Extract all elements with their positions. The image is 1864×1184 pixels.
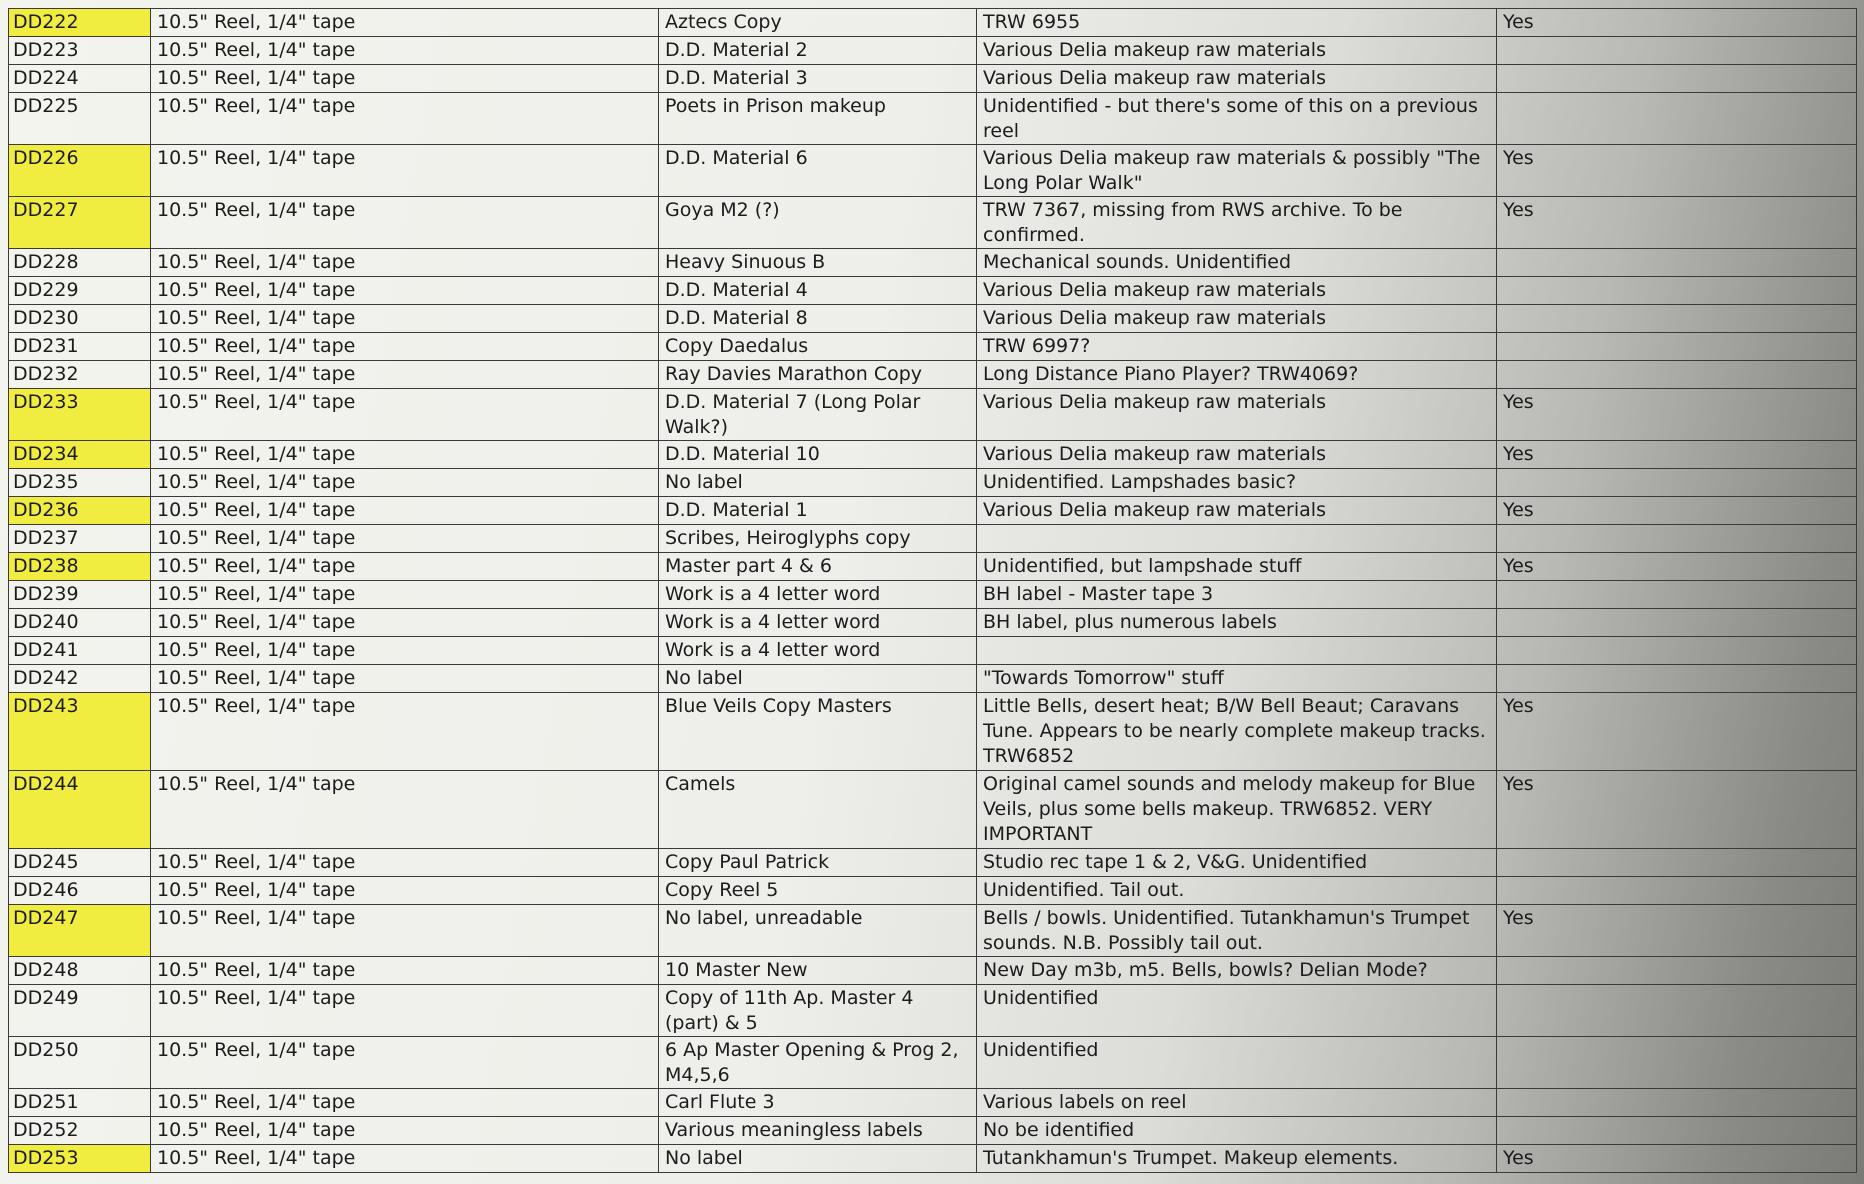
- flag-cell: [1497, 93, 1857, 145]
- table-row: [9, 905, 1857, 957]
- flag-cell: [1497, 333, 1857, 361]
- reel-id-cell: DD250: [9, 1037, 151, 1089]
- title-cell: D.D. Material 1: [659, 497, 977, 525]
- reel-id-cell: DD246: [9, 877, 151, 905]
- format-cell: 10.5" Reel, 1/4" tape: [151, 469, 659, 497]
- flag-cell: Yes: [1497, 389, 1857, 441]
- notes-cell: TRW 7367, missing from RWS archive. To be confirmed.: [977, 197, 1497, 249]
- format-cell: 10.5" Reel, 1/4" tape: [151, 65, 659, 93]
- flag-cell: Yes: [1497, 905, 1857, 957]
- title-cell: Work is a 4 letter word: [659, 581, 977, 609]
- title-cell: No label: [659, 1145, 977, 1173]
- reel-id-cell: DD253: [9, 1145, 151, 1173]
- reel-id-cell: DD236: [9, 497, 151, 525]
- format-cell: 10.5" Reel, 1/4" tape: [151, 581, 659, 609]
- flag-cell: Yes: [1497, 497, 1857, 525]
- title-cell: No label: [659, 665, 977, 693]
- flag-cell: Yes: [1497, 693, 1857, 771]
- notes-cell: Various Delia makeup raw materials: [977, 305, 1497, 333]
- format-cell: 10.5" Reel, 1/4" tape: [151, 497, 659, 525]
- format-cell: 10.5" Reel, 1/4" tape: [151, 441, 659, 469]
- format-cell: 10.5" Reel, 1/4" tape: [151, 305, 659, 333]
- flag-cell: [1497, 1117, 1857, 1145]
- notes-cell: Little Bells, desert heat; B/W Bell Beaut; Caravans Tune. Appears to be nearly complete makeup tracks. TRW6852: [977, 693, 1497, 771]
- flag-cell: Yes: [1497, 9, 1857, 37]
- reel-id-cell: DD231: [9, 333, 151, 361]
- flag-cell: [1497, 877, 1857, 905]
- title-cell: Copy of 11th Ap. Master 4 (part) & 5: [659, 985, 977, 1037]
- reel-id-cell: DD242: [9, 665, 151, 693]
- table-row: [9, 609, 1857, 637]
- reel-id-cell: DD230: [9, 305, 151, 333]
- flag-cell: [1497, 277, 1857, 305]
- title-cell: Aztecs Copy: [659, 9, 977, 37]
- reel-id-cell: DD234: [9, 441, 151, 469]
- title-cell: Poets in Prison makeup: [659, 93, 977, 145]
- table-row: [9, 1037, 1857, 1089]
- format-cell: 10.5" Reel, 1/4" tape: [151, 877, 659, 905]
- reel-id-cell: DD222: [9, 9, 151, 37]
- reel-id-cell: DD251: [9, 1089, 151, 1117]
- reel-id-cell: DD239: [9, 581, 151, 609]
- table-row: [9, 693, 1857, 771]
- title-cell: Blue Veils Copy Masters: [659, 693, 977, 771]
- flag-cell: [1497, 1037, 1857, 1089]
- notes-cell: Tutankhamun's Trumpet. Makeup elements.: [977, 1145, 1497, 1173]
- notes-cell: Unidentified. Tail out.: [977, 877, 1497, 905]
- reel-id-cell: DD249: [9, 985, 151, 1037]
- reel-id-cell: DD238: [9, 553, 151, 581]
- table-row: [9, 637, 1857, 665]
- title-cell: D.D. Material 2: [659, 37, 977, 65]
- reel-id-cell: DD228: [9, 249, 151, 277]
- flag-cell: [1497, 37, 1857, 65]
- flag-cell: [1497, 665, 1857, 693]
- table-row: [9, 333, 1857, 361]
- table-row: [9, 249, 1857, 277]
- title-cell: Heavy Sinuous B: [659, 249, 977, 277]
- notes-cell: Various Delia makeup raw materials: [977, 65, 1497, 93]
- format-cell: 10.5" Reel, 1/4" tape: [151, 693, 659, 771]
- reel-id-cell: DD223: [9, 37, 151, 65]
- reel-id-cell: DD227: [9, 197, 151, 249]
- table-row: [9, 389, 1857, 441]
- title-cell: D.D. Material 7 (Long Polar Walk?): [659, 389, 977, 441]
- format-cell: 10.5" Reel, 1/4" tape: [151, 389, 659, 441]
- format-cell: 10.5" Reel, 1/4" tape: [151, 1089, 659, 1117]
- notes-cell: "Towards Tomorrow" stuff: [977, 665, 1497, 693]
- format-cell: 10.5" Reel, 1/4" tape: [151, 1037, 659, 1089]
- title-cell: 6 Ap Master Opening & Prog 2, M4,5,6: [659, 1037, 977, 1089]
- table-row: [9, 771, 1857, 849]
- table-row: [9, 1117, 1857, 1145]
- title-cell: Work is a 4 letter word: [659, 609, 977, 637]
- flag-cell: Yes: [1497, 1145, 1857, 1173]
- table-row: [9, 581, 1857, 609]
- notes-cell: New Day m3b, m5. Bells, bowls? Delian Mode?: [977, 957, 1497, 985]
- notes-cell: Various labels on reel: [977, 1089, 1497, 1117]
- reel-id-cell: DD235: [9, 469, 151, 497]
- format-cell: 10.5" Reel, 1/4" tape: [151, 1145, 659, 1173]
- table-row: [9, 37, 1857, 65]
- notes-cell: Various Delia makeup raw materials: [977, 277, 1497, 305]
- notes-cell: BH label - Master tape 3: [977, 581, 1497, 609]
- table-row: [9, 441, 1857, 469]
- archive-table: [8, 8, 1857, 1173]
- notes-cell: Original camel sounds and melody makeup for Blue Veils, plus some bells makeup. TRW6852. VERY IMPORTANT: [977, 771, 1497, 849]
- reel-id-cell: DD224: [9, 65, 151, 93]
- format-cell: 10.5" Reel, 1/4" tape: [151, 905, 659, 957]
- title-cell: 10 Master New: [659, 957, 977, 985]
- flag-cell: [1497, 305, 1857, 333]
- notes-cell: Unidentified: [977, 1037, 1497, 1089]
- reel-id-cell: DD232: [9, 361, 151, 389]
- format-cell: 10.5" Reel, 1/4" tape: [151, 609, 659, 637]
- format-cell: 10.5" Reel, 1/4" tape: [151, 197, 659, 249]
- notes-cell: TRW 6997?: [977, 333, 1497, 361]
- title-cell: D.D. Material 10: [659, 441, 977, 469]
- flag-cell: [1497, 581, 1857, 609]
- notes-cell: Various Delia makeup raw materials & possibly "The Long Polar Walk": [977, 145, 1497, 197]
- table-row: [9, 65, 1857, 93]
- format-cell: 10.5" Reel, 1/4" tape: [151, 849, 659, 877]
- notes-cell: Various Delia makeup raw materials: [977, 37, 1497, 65]
- flag-cell: [1497, 609, 1857, 637]
- notes-cell: Unidentified. Lampshades basic?: [977, 469, 1497, 497]
- title-cell: Copy Paul Patrick: [659, 849, 977, 877]
- reel-id-cell: DD252: [9, 1117, 151, 1145]
- table-row: [9, 361, 1857, 389]
- format-cell: 10.5" Reel, 1/4" tape: [151, 361, 659, 389]
- table-row: [9, 553, 1857, 581]
- flag-cell: [1497, 361, 1857, 389]
- table-row: [9, 849, 1857, 877]
- notes-cell: Studio rec tape 1 & 2, V&G. Unidentified: [977, 849, 1497, 877]
- table-row: [9, 497, 1857, 525]
- flag-cell: [1497, 849, 1857, 877]
- format-cell: 10.5" Reel, 1/4" tape: [151, 665, 659, 693]
- title-cell: Goya M2 (?): [659, 197, 977, 249]
- reel-id-cell: DD229: [9, 277, 151, 305]
- table-row: [9, 145, 1857, 197]
- notes-cell: Mechanical sounds. Unidentified: [977, 249, 1497, 277]
- flag-cell: [1497, 469, 1857, 497]
- reel-id-cell: DD226: [9, 145, 151, 197]
- notes-cell: [977, 637, 1497, 665]
- format-cell: 10.5" Reel, 1/4" tape: [151, 771, 659, 849]
- notes-cell: Various Delia makeup raw materials: [977, 389, 1497, 441]
- notes-cell: Unidentified, but lampshade stuff: [977, 553, 1497, 581]
- table-row: [9, 93, 1857, 145]
- reel-id-cell: DD244: [9, 771, 151, 849]
- flag-cell: [1497, 525, 1857, 553]
- reel-id-cell: DD237: [9, 525, 151, 553]
- table-row: [9, 877, 1857, 905]
- notes-cell: No be identified: [977, 1117, 1497, 1145]
- title-cell: D.D. Material 8: [659, 305, 977, 333]
- notes-cell: Various Delia makeup raw materials: [977, 497, 1497, 525]
- table-row: [9, 1145, 1857, 1173]
- reel-id-cell: DD241: [9, 637, 151, 665]
- archive-table-body: [9, 9, 1857, 1173]
- format-cell: 10.5" Reel, 1/4" tape: [151, 333, 659, 361]
- title-cell: Various meaningless labels: [659, 1117, 977, 1145]
- flag-cell: [1497, 65, 1857, 93]
- table-row: [9, 197, 1857, 249]
- title-cell: No label: [659, 469, 977, 497]
- flag-cell: [1497, 637, 1857, 665]
- flag-cell: [1497, 985, 1857, 1037]
- format-cell: 10.5" Reel, 1/4" tape: [151, 93, 659, 145]
- flag-cell: [1497, 957, 1857, 985]
- title-cell: Camels: [659, 771, 977, 849]
- format-cell: 10.5" Reel, 1/4" tape: [151, 277, 659, 305]
- title-cell: Ray Davies Marathon Copy: [659, 361, 977, 389]
- format-cell: 10.5" Reel, 1/4" tape: [151, 525, 659, 553]
- title-cell: Copy Reel 5: [659, 877, 977, 905]
- flag-cell: [1497, 1089, 1857, 1117]
- flag-cell: Yes: [1497, 553, 1857, 581]
- notes-cell: Long Distance Piano Player? TRW4069?: [977, 361, 1497, 389]
- reel-id-cell: DD247: [9, 905, 151, 957]
- notes-cell: Bells / bowls. Unidentified. Tutankhamun's Trumpet sounds. N.B. Possibly tail out.: [977, 905, 1497, 957]
- title-cell: Copy Daedalus: [659, 333, 977, 361]
- reel-id-cell: DD225: [9, 93, 151, 145]
- title-cell: D.D. Material 6: [659, 145, 977, 197]
- reel-id-cell: DD245: [9, 849, 151, 877]
- title-cell: Carl Flute 3: [659, 1089, 977, 1117]
- table-row: [9, 985, 1857, 1037]
- notes-cell: [977, 525, 1497, 553]
- table-row: [9, 469, 1857, 497]
- notes-cell: Unidentified - but there's some of this on a previous reel: [977, 93, 1497, 145]
- format-cell: 10.5" Reel, 1/4" tape: [151, 957, 659, 985]
- format-cell: 10.5" Reel, 1/4" tape: [151, 985, 659, 1037]
- notes-cell: TRW 6955: [977, 9, 1497, 37]
- table-row: [9, 525, 1857, 553]
- format-cell: 10.5" Reel, 1/4" tape: [151, 145, 659, 197]
- flag-cell: Yes: [1497, 145, 1857, 197]
- flag-cell: [1497, 249, 1857, 277]
- reel-id-cell: DD240: [9, 609, 151, 637]
- format-cell: 10.5" Reel, 1/4" tape: [151, 249, 659, 277]
- notes-cell: BH label, plus numerous labels: [977, 609, 1497, 637]
- flag-cell: Yes: [1497, 197, 1857, 249]
- title-cell: Work is a 4 letter word: [659, 637, 977, 665]
- table-row: [9, 665, 1857, 693]
- table-row: [9, 1089, 1857, 1117]
- table-row: [9, 9, 1857, 37]
- reel-id-cell: DD233: [9, 389, 151, 441]
- format-cell: 10.5" Reel, 1/4" tape: [151, 637, 659, 665]
- format-cell: 10.5" Reel, 1/4" tape: [151, 9, 659, 37]
- title-cell: D.D. Material 4: [659, 277, 977, 305]
- table-row: [9, 305, 1857, 333]
- reel-id-cell: DD243: [9, 693, 151, 771]
- table-row: [9, 957, 1857, 985]
- title-cell: D.D. Material 3: [659, 65, 977, 93]
- title-cell: No label, unreadable: [659, 905, 977, 957]
- notes-cell: Unidentified: [977, 985, 1497, 1037]
- flag-cell: Yes: [1497, 771, 1857, 849]
- title-cell: Scribes, Heiroglyphs copy: [659, 525, 977, 553]
- format-cell: 10.5" Reel, 1/4" tape: [151, 1117, 659, 1145]
- flag-cell: Yes: [1497, 441, 1857, 469]
- table-row: [9, 277, 1857, 305]
- reel-id-cell: DD248: [9, 957, 151, 985]
- format-cell: 10.5" Reel, 1/4" tape: [151, 553, 659, 581]
- title-cell: Master part 4 & 6: [659, 553, 977, 581]
- format-cell: 10.5" Reel, 1/4" tape: [151, 37, 659, 65]
- notes-cell: Various Delia makeup raw materials: [977, 441, 1497, 469]
